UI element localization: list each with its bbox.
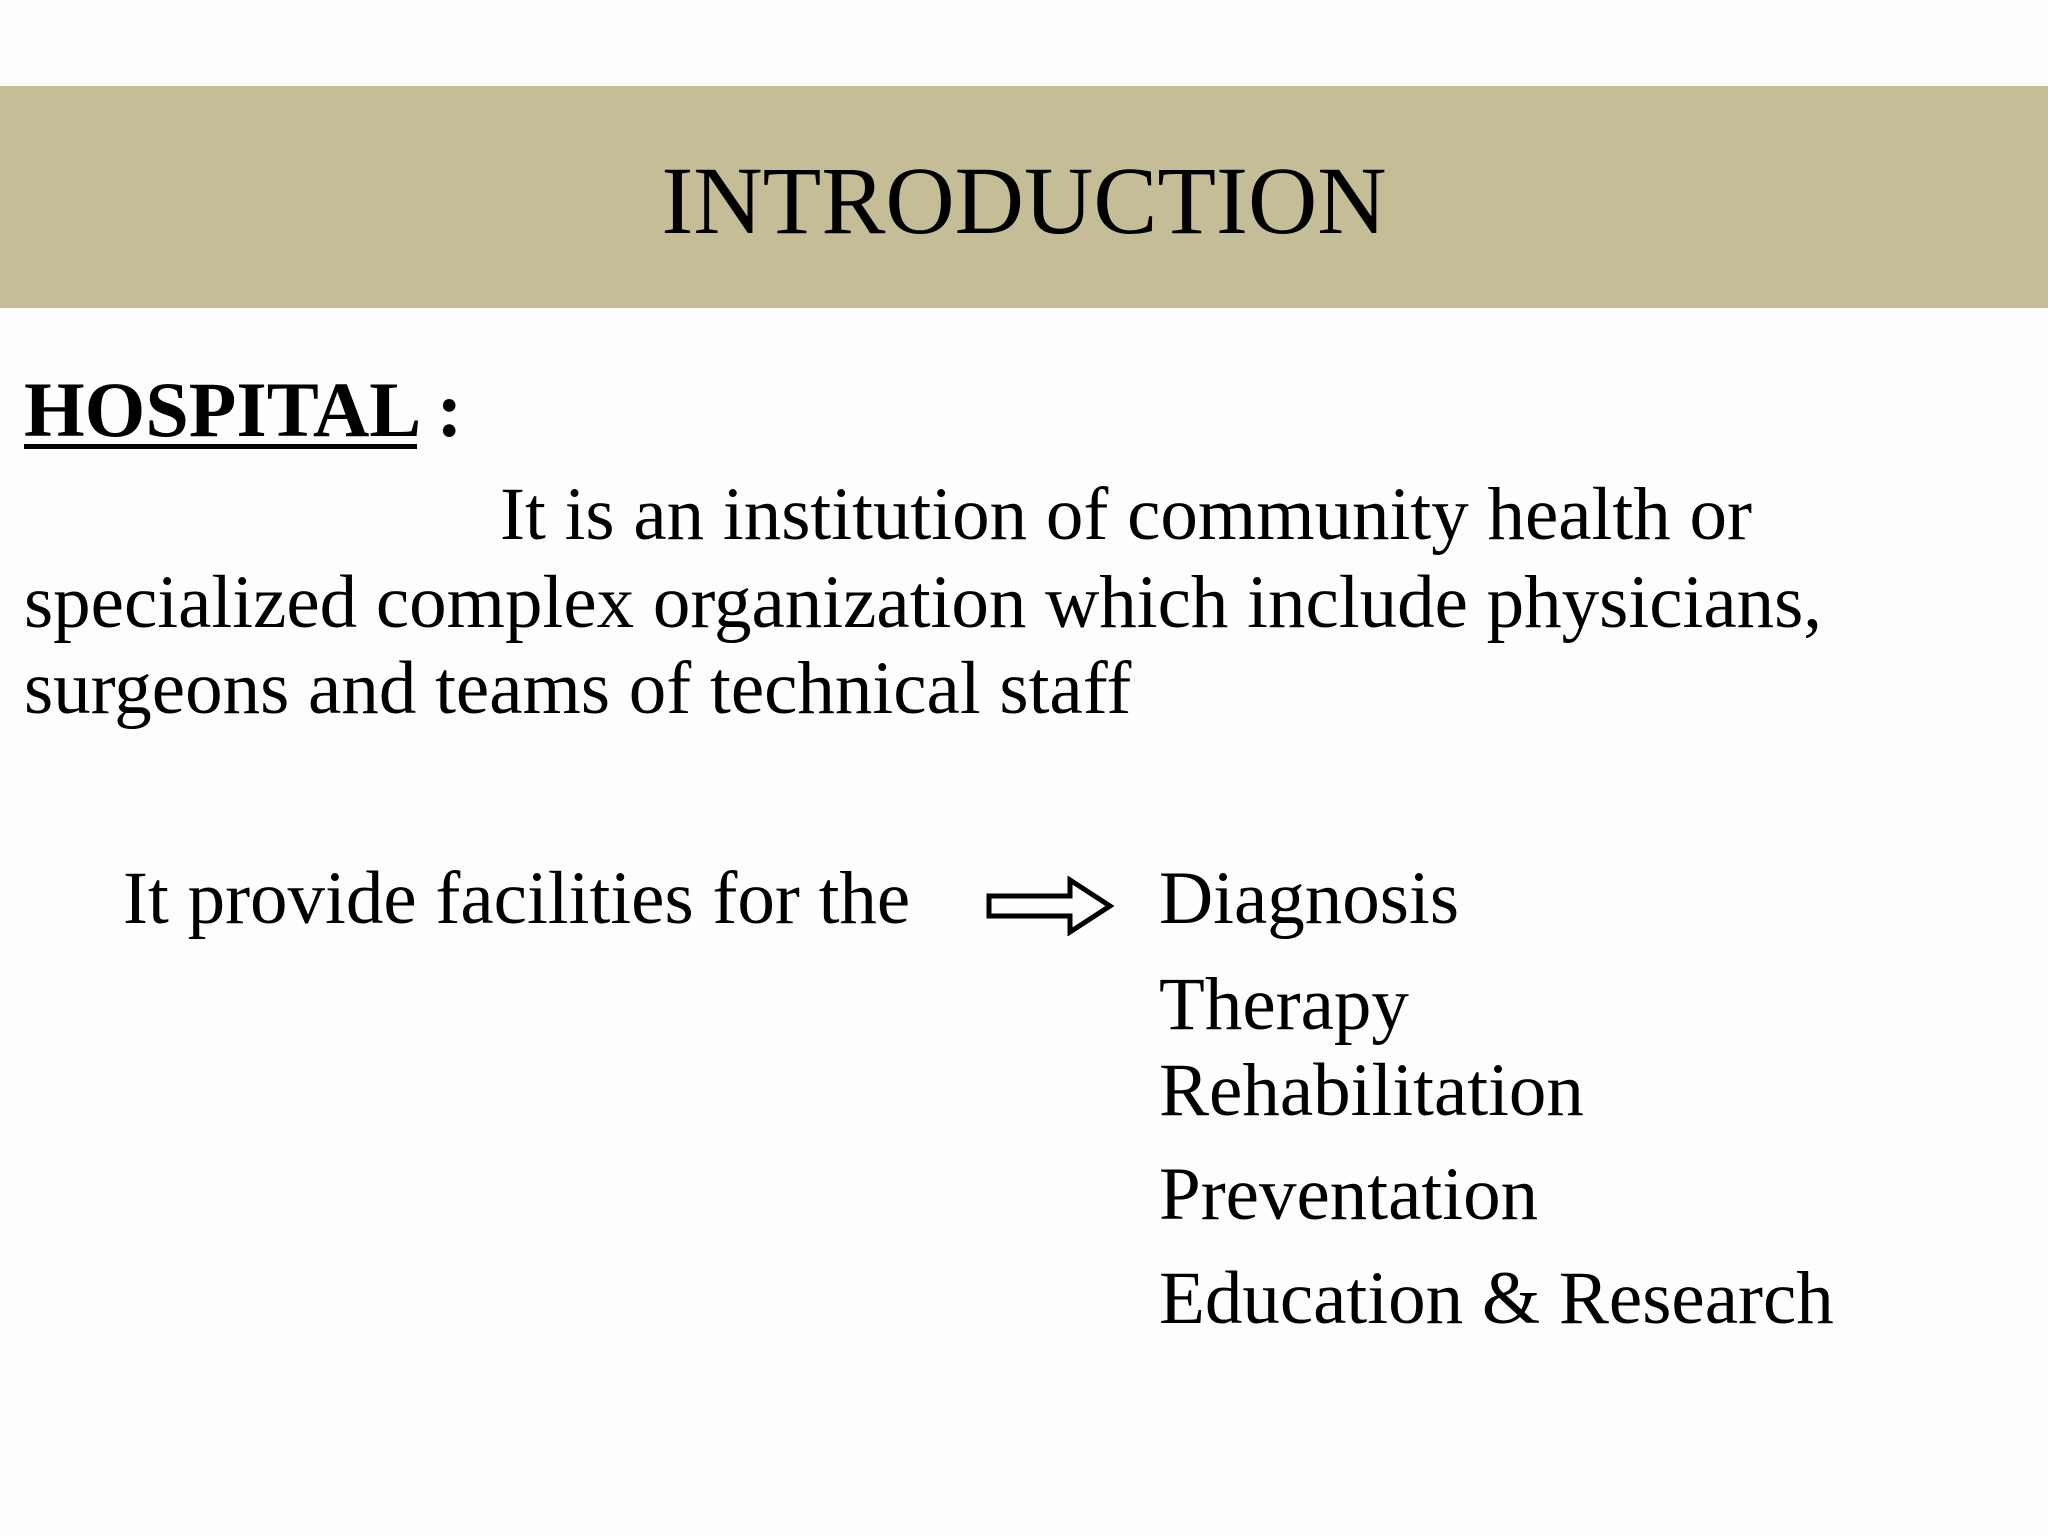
heading-term: HOSPITAL (24, 366, 418, 453)
heading-colon: : (417, 366, 463, 453)
facility-item-rehabilitation: Rehabilitation (1159, 1049, 1584, 1132)
double-arrow-right-icon (986, 876, 1114, 936)
facility-item-education-research: Education & Research (1159, 1257, 1834, 1340)
definition-line-1: It is an institution of community health or (500, 473, 1752, 556)
facility-item-preventation: Preventation (1159, 1153, 1539, 1236)
definition-line-3: surgeons and teams of technical staff (24, 647, 1132, 730)
facility-item-therapy: Therapy (1159, 963, 1409, 1046)
definition-line-2: specialized complex organization which include physicians, (24, 561, 1823, 644)
facilities-lead: It provide facilities for the (123, 857, 911, 940)
facility-item-diagnosis: Diagnosis (1159, 857, 1459, 940)
section-heading (24, 365, 463, 455)
slide-title: INTRODUCTION (661, 147, 1387, 254)
